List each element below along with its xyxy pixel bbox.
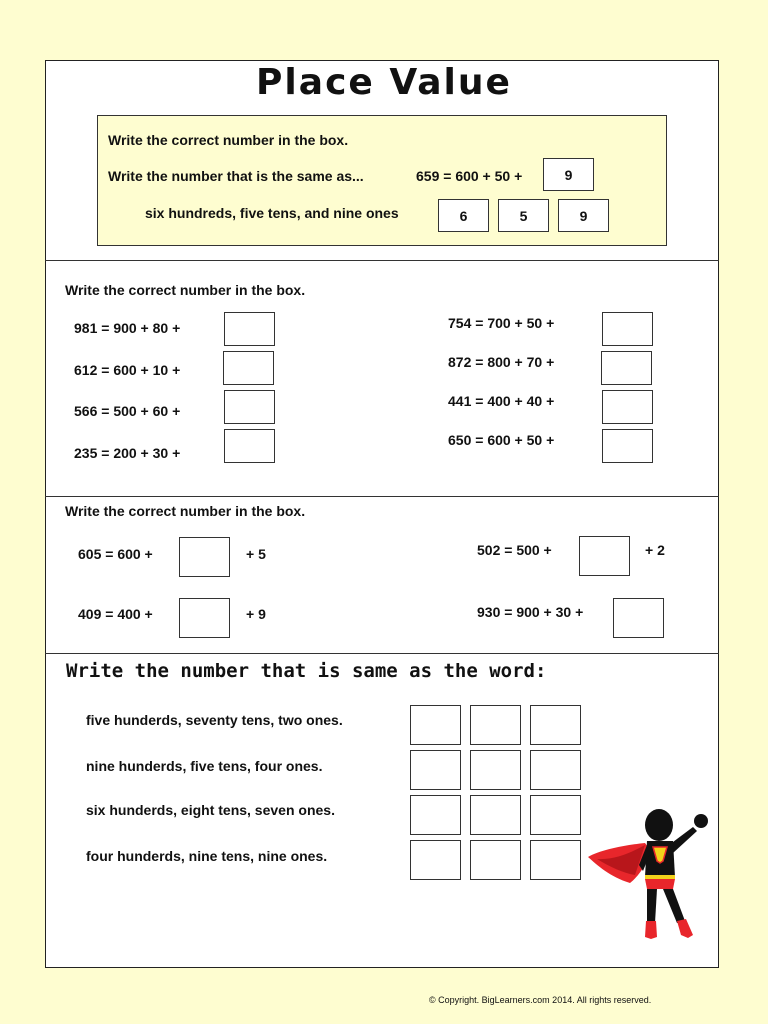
section1-equation: 441 = 400 + 40 + [448, 393, 555, 409]
answer-box[interactable] [179, 537, 230, 577]
answer-box[interactable] [602, 429, 653, 463]
section2-equation-start: 502 = 500 + [477, 542, 552, 558]
answer-box[interactable] [224, 312, 275, 346]
ones-box[interactable] [530, 840, 581, 880]
example-words: six hundreds, five tens, and nine ones [145, 205, 399, 221]
hundreds-box[interactable] [410, 840, 461, 880]
example-equation: 659 = 600 + 50 + [416, 168, 523, 184]
example-digit-box-ones[interactable]: 9 [558, 199, 609, 232]
section1-equation: 612 = 600 + 10 + [74, 362, 181, 378]
section2-equation-end: + 2 [645, 542, 665, 558]
answer-box[interactable] [613, 598, 664, 638]
answer-box[interactable] [224, 429, 275, 463]
section1-equation: 872 = 800 + 70 + [448, 354, 555, 370]
section1-equation: 981 = 900 + 80 + [74, 320, 181, 336]
ones-box[interactable] [530, 705, 581, 745]
word-line: six hunderds, eight tens, seven ones. [86, 802, 335, 818]
section1-equation: 650 = 600 + 50 + [448, 432, 555, 448]
hundreds-box[interactable] [410, 705, 461, 745]
answer-box[interactable] [224, 390, 275, 424]
tens-box[interactable] [470, 795, 521, 835]
ones-box[interactable] [530, 795, 581, 835]
section1-equation: 754 = 700 + 50 + [448, 315, 555, 331]
section-divider [45, 496, 719, 497]
section-divider [45, 260, 719, 261]
section2-equation-start: 409 = 400 + [78, 606, 153, 622]
tens-box[interactable] [470, 840, 521, 880]
answer-box[interactable] [601, 351, 652, 385]
page-title: Place Value [256, 62, 512, 103]
section2-equation-end: + 9 [246, 606, 266, 622]
answer-box[interactable] [579, 536, 630, 576]
hundreds-box[interactable] [410, 795, 461, 835]
ones-box[interactable] [530, 750, 581, 790]
answer-box[interactable] [602, 312, 653, 346]
section1-equation: 235 = 200 + 30 + [74, 445, 181, 461]
hundreds-box[interactable] [410, 750, 461, 790]
answer-box[interactable] [179, 598, 230, 638]
section-divider [45, 653, 719, 654]
example-answer-box[interactable]: 9 [543, 158, 594, 191]
example-digit-box-hundreds[interactable]: 6 [438, 199, 489, 232]
example-digit-box-tens[interactable]: 5 [498, 199, 549, 232]
word-line: four hunderds, nine tens, nine ones. [86, 848, 328, 864]
tens-box[interactable] [470, 750, 521, 790]
section2-instruction: Write the correct number in the box. [65, 503, 306, 519]
example-prompt: Write the number that is the same as... [108, 168, 364, 184]
example-instruction: Write the correct number in the box. [108, 132, 349, 148]
copyright-footer: © Copyright. BigLearners.com 2014. All rights reserved. [429, 995, 652, 1005]
answer-box[interactable] [223, 351, 274, 385]
word-line: five hunderds, seventy tens, two ones. [86, 712, 343, 728]
section1-instruction: Write the correct number in the box. [65, 282, 306, 298]
tens-box[interactable] [470, 705, 521, 745]
section2-equation-end: + 5 [246, 546, 266, 562]
section3-heading: Write the number that is same as the word: [66, 660, 547, 682]
word-line: nine hunderds, five tens, four ones. [86, 758, 323, 774]
answer-box[interactable] [602, 390, 653, 424]
section2-equation-start: 605 = 600 + [78, 546, 153, 562]
superhero-icon [585, 805, 715, 945]
section1-equation: 566 = 500 + 60 + [74, 403, 181, 419]
section2-equation-start: 930 = 900 + 30 + [477, 604, 584, 620]
